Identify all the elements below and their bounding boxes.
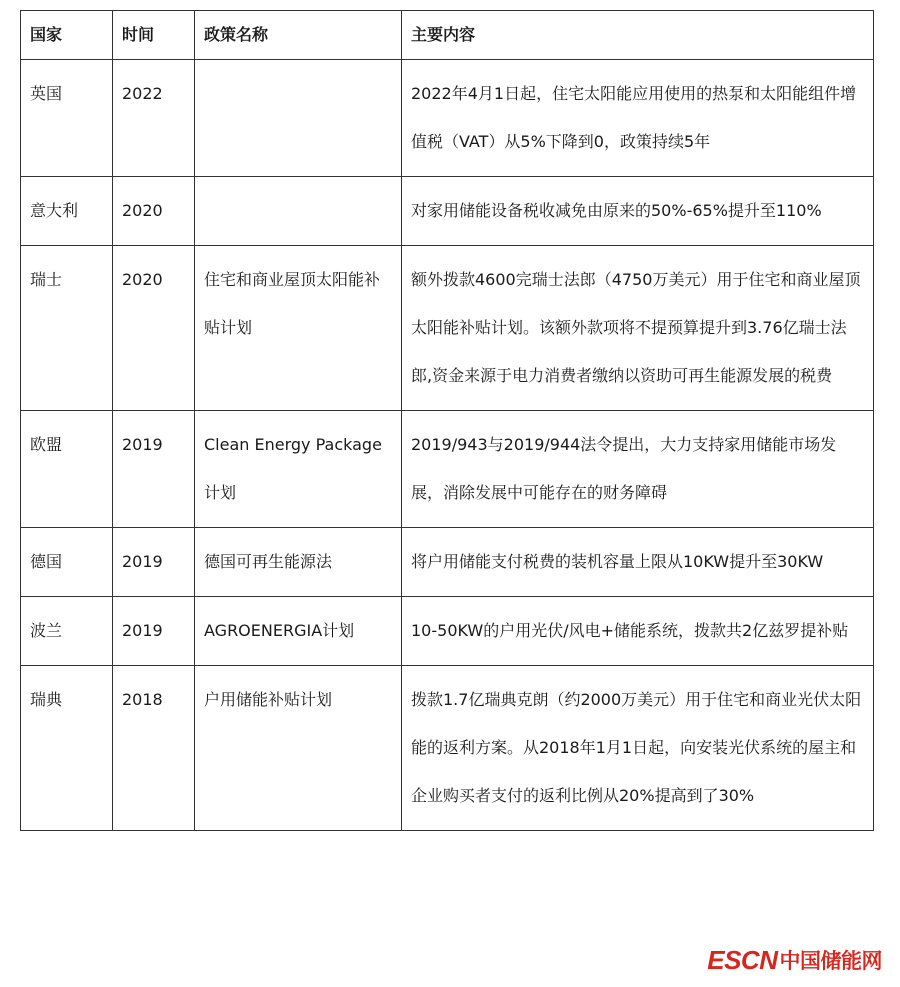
cell-country: 波兰 (21, 597, 113, 666)
cell-main-content: 2022年4月1日起，住宅太阳能应用使用的热泵和太阳能组件增值税（VAT）从5%下降到0，政策持续5年 (402, 60, 874, 177)
escn-logo (707, 940, 882, 980)
header-country: 国家 (21, 11, 113, 60)
policy-table (20, 10, 874, 831)
cell-country: 欧盟 (21, 411, 113, 528)
header-year: 时间 (113, 11, 195, 60)
table-row (21, 177, 874, 246)
cell-main-content: 10-50KW的户用光伏/风电+储能系统，拨款共2亿兹罗提补贴 (402, 597, 874, 666)
table-header-row (21, 11, 874, 60)
cell-country: 意大利 (21, 177, 113, 246)
header-main-content: 主要内容 (402, 11, 874, 60)
cell-main-content: 对家用储能设备税收减免由原来的50%-65%提升至110% (402, 177, 874, 246)
cell-main-content: 拨款1.7亿瑞典克朗（约2000万美元）用于住宅和商业光伏太阳能的返利方案。从2018年1月1日起，向安装光伏系统的屋主和企业购买者支付的返利比例从20%提高到了30% (402, 666, 874, 831)
cell-year: 2019 (113, 411, 195, 528)
cell-year: 2020 (113, 177, 195, 246)
header-policy-name: 政策名称 (195, 11, 402, 60)
cell-policy-name: 住宅和商业屋顶太阳能补贴计划 (195, 246, 402, 411)
cell-country: 瑞士 (21, 246, 113, 411)
cell-country: 德国 (21, 528, 113, 597)
table-row (21, 411, 874, 528)
cell-policy-name: 户用储能补贴计划 (195, 666, 402, 831)
cell-policy-name (195, 177, 402, 246)
logo-chinese-text: 中国储能网 (779, 949, 882, 973)
cell-policy-name: Clean Energy Package计划 (195, 411, 402, 528)
cell-year: 2019 (113, 528, 195, 597)
table-body (21, 60, 874, 831)
logo-latin-text: ESCN (707, 944, 778, 975)
cell-policy-name (195, 60, 402, 177)
cell-policy-name: AGROENERGIA计划 (195, 597, 402, 666)
table-row (21, 528, 874, 597)
table-row (21, 597, 874, 666)
table-row (21, 246, 874, 411)
cell-year: 2019 (113, 597, 195, 666)
cell-country: 瑞典 (21, 666, 113, 831)
cell-year: 2018 (113, 666, 195, 831)
cell-year: 2022 (113, 60, 195, 177)
cell-year: 2020 (113, 246, 195, 411)
table-row (21, 60, 874, 177)
cell-main-content: 额外拨款4600完瑞士法郎（4750万美元）用于住宅和商业屋顶太阳能补贴计划。该额外款项将不提预算提升到3.76亿瑞士法郎,资金来源于电力消费者缴纳以资助可再生能源发展的税费 (402, 246, 874, 411)
cell-policy-name: 德国可再生能源法 (195, 528, 402, 597)
cell-main-content: 2019/943与2019/944法令提出，大力支持家用储能市场发展，消除发展中可能存在的财务障碍 (402, 411, 874, 528)
cell-country: 英国 (21, 60, 113, 177)
table-row (21, 666, 874, 831)
cell-main-content: 将户用储能支付税费的装机容量上限从10KW提升至30KW (402, 528, 874, 597)
